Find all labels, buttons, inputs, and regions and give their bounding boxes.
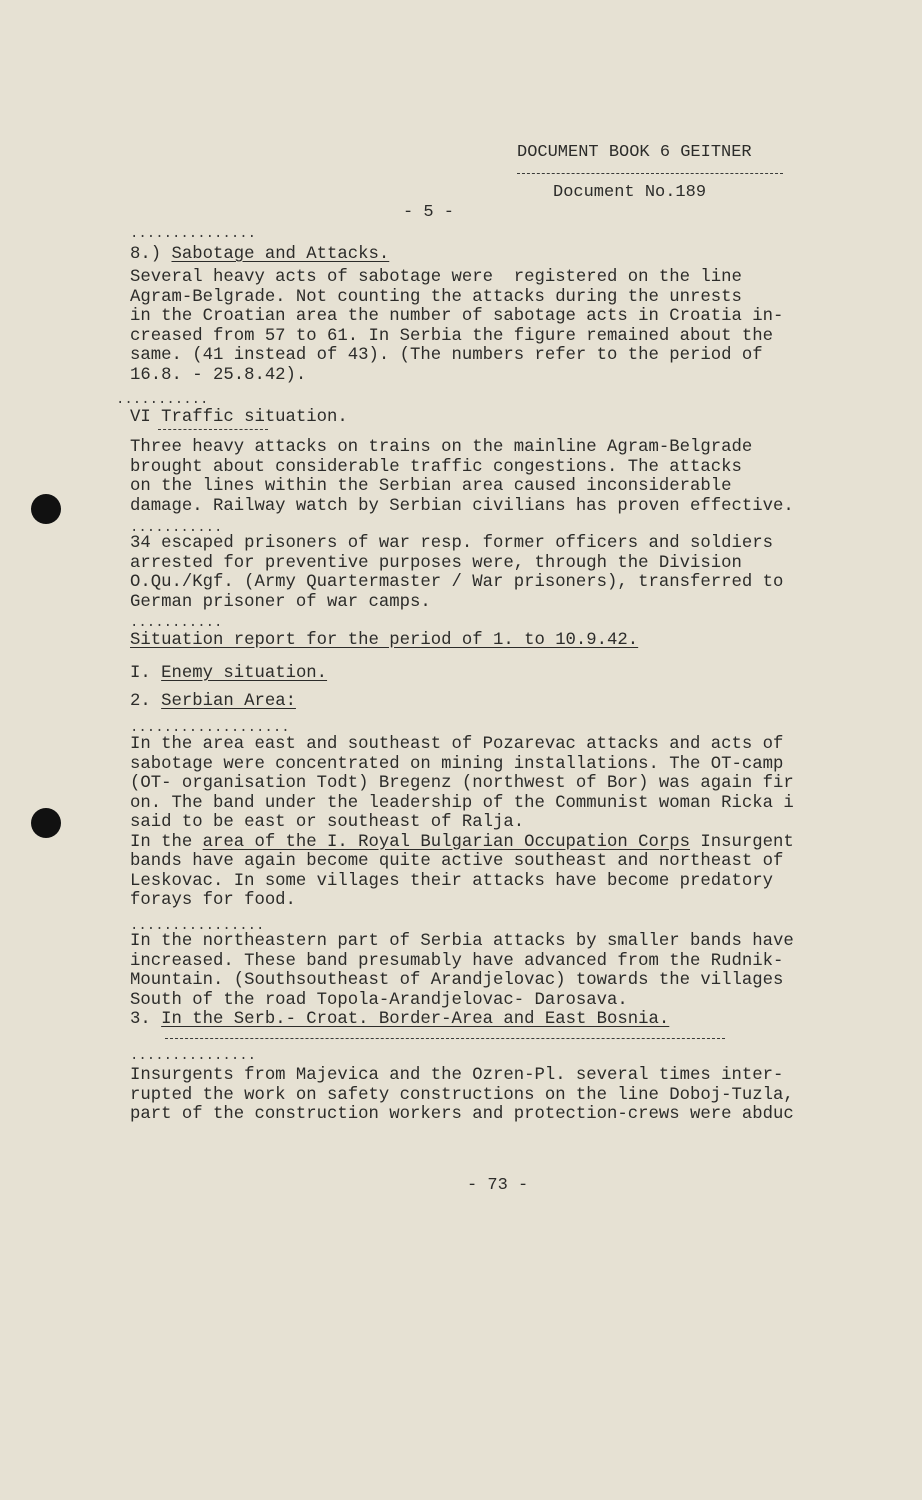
serbian-heading-number: 2. xyxy=(130,692,162,711)
text-line: Three heavy attacks on trains on the mainline Agram-Belgrade xyxy=(130,438,753,457)
text-line: arrested for preventive purposes were, through the Division xyxy=(130,553,742,573)
serbia-east-paragraph xyxy=(130,735,794,911)
traffic-heading: VI Traffic situation. xyxy=(130,408,348,427)
text-line: damage. Railway watch by Serbian civilians has proven effective. xyxy=(130,496,794,516)
text-line: increased. These band presumably have advanced from the Rudnik- xyxy=(130,951,784,971)
section-dots: ........... xyxy=(116,392,209,408)
enemy-heading-number: I. xyxy=(130,664,162,683)
section-dots: ................... xyxy=(130,720,290,736)
serbian-heading-title: Serbian Area: xyxy=(161,692,296,711)
text-line: Agram-Belgrade. Not counting the attacks during the unrests xyxy=(130,287,742,307)
bulgarian-prefix: In the xyxy=(130,832,203,852)
text-line: Leskovac. In some villages their attacks have become predatory xyxy=(130,871,773,891)
serbian-area-heading xyxy=(130,692,296,712)
border-heading-number: 3. xyxy=(130,1010,162,1029)
text-line: bands have again become quite active southeast and northeast of xyxy=(130,852,784,871)
text-line: sabotage were concentrated on mining installations. The OT-camp xyxy=(130,754,784,774)
page-number-top: - 5 - xyxy=(403,203,455,222)
sabotage-heading-number: 8.) xyxy=(130,245,172,264)
text-line: rupted the work on safety constructions on the line Doboj-Tuzla, xyxy=(130,1085,794,1105)
border-heading-title: In the Serb.- Croat. Border-Area and East Bosnia. xyxy=(161,1010,670,1029)
text-line: (OT- organisation Todt) Bregenz (northwest of Bor) was again fir xyxy=(130,774,794,793)
section-dots: ........... xyxy=(130,615,223,631)
enemy-heading-title: Enemy situation. xyxy=(161,664,328,683)
punch-hole xyxy=(31,808,61,838)
text-line: brought about considerable traffic congestions. The attacks xyxy=(130,457,742,477)
bulgarian-corps-line xyxy=(130,833,794,853)
text-line: Mountain. (Southsoutheast of Arandjelovac) towards the villages xyxy=(130,971,784,990)
situation-report-heading: Situation report for the period of 1. to 10.9.42. xyxy=(130,631,639,650)
text-line: 16.8. - 25.8.42). xyxy=(130,365,307,385)
sabotage-heading-title: Sabotage and Attacks. xyxy=(171,245,390,264)
text-line: Insurgents from Majevica and the Ozren-Pl. several times inter- xyxy=(130,1066,784,1085)
section-dots: ................ xyxy=(130,918,265,934)
text-line: creased from 57 to 61. In Serbia the figure remained about the xyxy=(130,326,773,346)
sabotage-paragraph xyxy=(130,268,783,385)
text-line: in the Croatian area the number of sabotage acts in Croatia in- xyxy=(130,307,784,326)
punch-hole xyxy=(31,494,61,524)
text-line: In the northeastern part of Serbia attacks by smaller bands have xyxy=(130,932,794,951)
page-number-bottom: - 73 - xyxy=(467,1176,529,1195)
section-dots: ............... xyxy=(130,226,257,242)
text-line: part of the construction workers and protection-crews were abduc xyxy=(130,1105,794,1124)
border-area-heading xyxy=(130,1010,794,1030)
section-dots: ........... xyxy=(130,520,223,536)
bulgarian-suffix: Insurgent xyxy=(690,832,794,852)
text-line: on the lines within the Serbian area caused inconsiderable xyxy=(130,477,732,496)
enemy-situation-heading xyxy=(130,664,327,684)
text-line: same. (41 instead of 43). (The numbers refer to the period of xyxy=(130,346,763,365)
text-line: German prisoner of war camps. xyxy=(130,592,431,612)
bulgarian-corps-name: area of the I. Royal Bulgarian Occupation Corps xyxy=(202,832,691,852)
prisoners-paragraph xyxy=(130,534,783,612)
header-rule xyxy=(517,173,783,174)
traffic-paragraph xyxy=(130,438,794,516)
northeast-paragraph xyxy=(130,932,794,1030)
text-line: South of the road Topola-Arandjelovac- Darosava. xyxy=(130,990,628,1010)
text-line: on. The band under the leadership of the Communist woman Ricka i xyxy=(130,793,794,813)
text-line: 34 escaped prisoners of war resp. former officers and soldiers xyxy=(130,534,773,553)
insurgents-paragraph xyxy=(130,1066,794,1125)
text-line: O.Qu./Kgf. (Army Quartermaster / War prisoners), transferred to xyxy=(130,573,784,592)
traffic-heading-rule xyxy=(158,429,268,430)
text-line: forays for food. xyxy=(130,891,296,910)
text-line: said to be east or southeast of Ralja. xyxy=(130,813,525,832)
border-heading-rule xyxy=(165,1038,725,1039)
document-book-title: DOCUMENT BOOK 6 GEITNER xyxy=(517,143,752,162)
text-line: Several heavy acts of sabotage were registered on the line xyxy=(130,268,742,287)
section-dots: ............... xyxy=(130,1048,257,1064)
document-number: Document No.189 xyxy=(553,183,707,202)
sabotage-heading xyxy=(130,245,389,265)
text-line: In the area east and southeast of Pozarevac attacks and acts of xyxy=(130,735,784,754)
